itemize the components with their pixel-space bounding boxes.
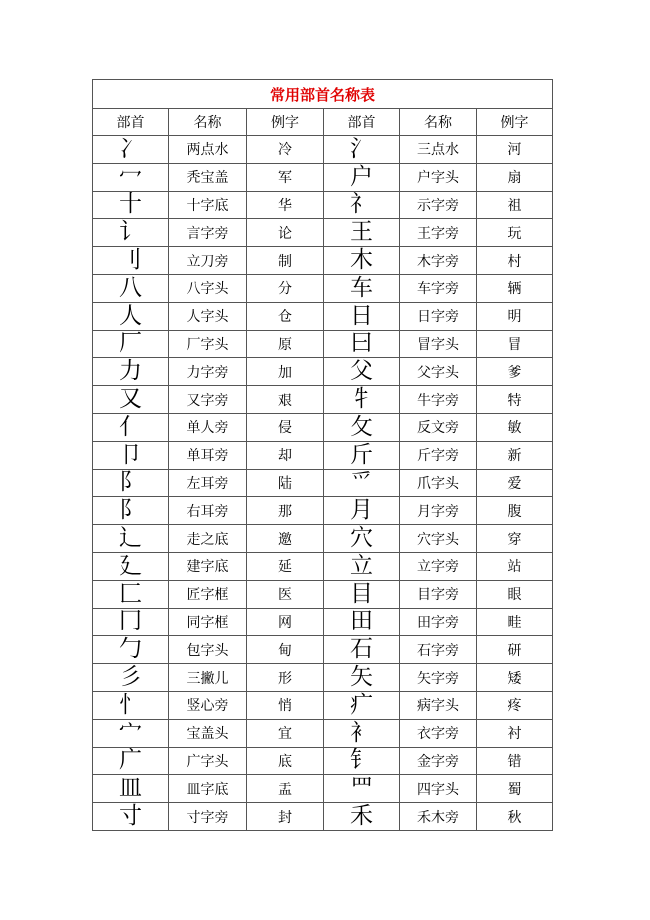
right-example-cell: 玩 — [477, 219, 553, 247]
right-name-cell: 石字旁 — [400, 636, 477, 664]
table-row — [93, 608, 553, 636]
right-radical-cell: 氵 — [324, 136, 400, 164]
right-radical-cell: 牜 — [324, 386, 400, 414]
table-row — [93, 691, 553, 719]
right-radical-cell: 石 — [324, 636, 400, 664]
table-row — [93, 441, 553, 469]
table-row — [93, 386, 553, 414]
table-row — [93, 497, 553, 525]
left-name-cell: 言字旁 — [169, 219, 247, 247]
left-radical-cell: 匚 — [93, 580, 169, 608]
right-name-cell: 车字旁 — [400, 274, 477, 302]
right-name-cell: 日字旁 — [400, 302, 477, 330]
right-example-cell: 穿 — [477, 525, 553, 553]
right-example-cell: 新 — [477, 441, 553, 469]
right-name-cell: 父字头 — [400, 358, 477, 386]
left-example-cell: 那 — [247, 497, 324, 525]
left-name-cell: 力字旁 — [169, 358, 247, 386]
right-name-cell: 冒字头 — [400, 330, 477, 358]
left-radical-cell: 彡 — [93, 664, 169, 692]
right-radical-cell: 目 — [324, 580, 400, 608]
right-radical-cell: 日 — [324, 302, 400, 330]
left-example-cell: 延 — [247, 552, 324, 580]
left-radical-cell: 寸 — [93, 803, 169, 831]
table-row — [93, 413, 553, 441]
left-radical-cell: 厂 — [93, 330, 169, 358]
right-example-cell: 爱 — [477, 469, 553, 497]
left-radical-cell: 讠 — [93, 219, 169, 247]
right-name-cell: 木字旁 — [400, 247, 477, 275]
right-name-cell: 穴字头 — [400, 525, 477, 553]
left-radical-cell: 又 — [93, 386, 169, 414]
left-example-cell: 却 — [247, 441, 324, 469]
right-example-cell: 畦 — [477, 608, 553, 636]
right-name-cell: 矢字旁 — [400, 664, 477, 692]
left-radical-cell: 八 — [93, 274, 169, 302]
left-example-cell: 网 — [247, 608, 324, 636]
right-radical-cell: 王 — [324, 219, 400, 247]
right-name-cell: 田字旁 — [400, 608, 477, 636]
column-header-name-left: 名称 — [169, 109, 247, 136]
left-example-cell: 陆 — [247, 469, 324, 497]
column-header-radical-left: 部首 — [93, 109, 169, 136]
table-row — [93, 330, 553, 358]
left-example-cell: 分 — [247, 274, 324, 302]
right-example-cell: 村 — [477, 247, 553, 275]
left-name-cell: 单人旁 — [169, 413, 247, 441]
left-example-cell: 艰 — [247, 386, 324, 414]
table-row — [93, 163, 553, 191]
left-example-cell: 医 — [247, 580, 324, 608]
left-name-cell: 秃宝盖 — [169, 163, 247, 191]
right-example-cell: 爹 — [477, 358, 553, 386]
left-radical-cell: 广 — [93, 747, 169, 775]
left-name-cell: 建字底 — [169, 552, 247, 580]
header-row — [93, 109, 553, 136]
column-header-name-right: 名称 — [400, 109, 477, 136]
right-example-cell: 特 — [477, 386, 553, 414]
right-example-cell: 河 — [477, 136, 553, 164]
right-radical-cell: 钅 — [324, 747, 400, 775]
left-name-cell: 立刀旁 — [169, 247, 247, 275]
table-title: 常用部首名称表 — [93, 80, 553, 109]
right-name-cell: 立字旁 — [400, 552, 477, 580]
right-radical-cell: 木 — [324, 247, 400, 275]
right-example-cell: 眼 — [477, 580, 553, 608]
right-name-cell: 病字头 — [400, 691, 477, 719]
left-name-cell: 宝盖头 — [169, 719, 247, 747]
right-radical-cell: 穴 — [324, 525, 400, 553]
right-radical-cell: 攵 — [324, 413, 400, 441]
table-row — [93, 302, 553, 330]
left-radical-cell: 勹 — [93, 636, 169, 664]
left-radical-cell: 廴 — [93, 552, 169, 580]
right-name-cell: 示字旁 — [400, 191, 477, 219]
right-name-cell: 牛字旁 — [400, 386, 477, 414]
table-row — [93, 219, 553, 247]
right-example-cell: 祖 — [477, 191, 553, 219]
left-example-cell: 封 — [247, 803, 324, 831]
right-example-cell: 站 — [477, 552, 553, 580]
table-row — [93, 747, 553, 775]
right-radical-cell: 户 — [324, 163, 400, 191]
left-name-cell: 三撇儿 — [169, 664, 247, 692]
right-name-cell: 禾木旁 — [400, 803, 477, 831]
left-name-cell: 又字旁 — [169, 386, 247, 414]
table-row — [93, 580, 553, 608]
left-name-cell: 十字底 — [169, 191, 247, 219]
left-radical-cell: 皿 — [93, 775, 169, 803]
right-name-cell: 爪字头 — [400, 469, 477, 497]
left-radical-cell: 十 — [93, 191, 169, 219]
right-example-cell: 冒 — [477, 330, 553, 358]
left-example-cell: 原 — [247, 330, 324, 358]
left-radical-cell: 辶 — [93, 525, 169, 553]
table-row — [93, 469, 553, 497]
right-name-cell: 三点水 — [400, 136, 477, 164]
left-radical-cell: 刂 — [93, 247, 169, 275]
right-example-cell: 研 — [477, 636, 553, 664]
left-name-cell: 广字头 — [169, 747, 247, 775]
left-example-cell: 仓 — [247, 302, 324, 330]
column-header-example-left: 例字 — [247, 109, 324, 136]
left-radical-cell: 阝 — [93, 497, 169, 525]
right-radical-cell: 衤 — [324, 719, 400, 747]
right-name-cell: 反文旁 — [400, 413, 477, 441]
right-example-cell: 扇 — [477, 163, 553, 191]
right-name-cell: 金字旁 — [400, 747, 477, 775]
left-example-cell: 底 — [247, 747, 324, 775]
left-radical-cell: 力 — [93, 358, 169, 386]
table-row — [93, 191, 553, 219]
right-example-cell: 蜀 — [477, 775, 553, 803]
right-radical-cell: 疒 — [324, 691, 400, 719]
column-header-example-right: 例字 — [477, 109, 553, 136]
title-row — [93, 80, 553, 109]
left-radical-cell: 冖 — [93, 163, 169, 191]
right-example-cell: 明 — [477, 302, 553, 330]
right-radical-cell: 田 — [324, 608, 400, 636]
left-name-cell: 左耳旁 — [169, 469, 247, 497]
right-radical-cell: 父 — [324, 358, 400, 386]
left-example-cell: 宜 — [247, 719, 324, 747]
left-example-cell: 侵 — [247, 413, 324, 441]
left-example-cell: 盂 — [247, 775, 324, 803]
left-name-cell: 八字头 — [169, 274, 247, 302]
table-row — [93, 525, 553, 553]
right-radical-cell: 斤 — [324, 441, 400, 469]
left-example-cell: 冷 — [247, 136, 324, 164]
table-row — [93, 803, 553, 831]
table-row — [93, 775, 553, 803]
left-name-cell: 两点水 — [169, 136, 247, 164]
left-name-cell: 人字头 — [169, 302, 247, 330]
left-example-cell: 论 — [247, 219, 324, 247]
right-example-cell: 疼 — [477, 691, 553, 719]
left-name-cell: 右耳旁 — [169, 497, 247, 525]
right-radical-cell: 罒 — [324, 775, 400, 803]
right-example-cell: 腹 — [477, 497, 553, 525]
left-name-cell: 匠字框 — [169, 580, 247, 608]
right-radical-cell: 矢 — [324, 664, 400, 692]
right-radical-cell: 礻 — [324, 191, 400, 219]
right-example-cell: 错 — [477, 747, 553, 775]
right-name-cell: 月字旁 — [400, 497, 477, 525]
right-radical-cell: 立 — [324, 552, 400, 580]
left-example-cell: 甸 — [247, 636, 324, 664]
left-name-cell: 单耳旁 — [169, 441, 247, 469]
left-example-cell: 制 — [247, 247, 324, 275]
table-row — [93, 552, 553, 580]
right-example-cell: 敏 — [477, 413, 553, 441]
left-name-cell: 厂字头 — [169, 330, 247, 358]
left-example-cell: 军 — [247, 163, 324, 191]
right-radical-cell: 爫 — [324, 469, 400, 497]
table-row — [93, 636, 553, 664]
left-radical-cell: 卩 — [93, 441, 169, 469]
table-row — [93, 664, 553, 692]
left-name-cell: 皿字底 — [169, 775, 247, 803]
left-name-cell: 同字框 — [169, 608, 247, 636]
table-row — [93, 247, 553, 275]
left-radical-cell: 宀 — [93, 719, 169, 747]
table-body — [93, 136, 553, 831]
left-name-cell: 竖心旁 — [169, 691, 247, 719]
table-row — [93, 274, 553, 302]
table-row — [93, 358, 553, 386]
left-radical-cell: 阝 — [93, 469, 169, 497]
left-name-cell: 包字头 — [169, 636, 247, 664]
left-example-cell: 悄 — [247, 691, 324, 719]
left-radical-cell: 冫 — [93, 136, 169, 164]
right-name-cell: 四字头 — [400, 775, 477, 803]
left-example-cell: 邀 — [247, 525, 324, 553]
right-name-cell: 户字头 — [400, 163, 477, 191]
left-example-cell: 加 — [247, 358, 324, 386]
left-radical-cell: 忄 — [93, 691, 169, 719]
left-radical-cell: 冂 — [93, 608, 169, 636]
right-example-cell: 矮 — [477, 664, 553, 692]
right-example-cell: 辆 — [477, 274, 553, 302]
left-name-cell: 寸字旁 — [169, 803, 247, 831]
table-row — [93, 136, 553, 164]
left-radical-cell: 亻 — [93, 413, 169, 441]
left-example-cell: 形 — [247, 664, 324, 692]
right-example-cell: 衬 — [477, 719, 553, 747]
right-name-cell: 斤字旁 — [400, 441, 477, 469]
left-name-cell: 走之底 — [169, 525, 247, 553]
radical-table — [92, 79, 553, 831]
right-name-cell: 衣字旁 — [400, 719, 477, 747]
table-row — [93, 719, 553, 747]
right-radical-cell: 禾 — [324, 803, 400, 831]
right-radical-cell: 车 — [324, 274, 400, 302]
right-name-cell: 王字旁 — [400, 219, 477, 247]
left-example-cell: 华 — [247, 191, 324, 219]
right-radical-cell: 月 — [324, 497, 400, 525]
column-header-radical-right: 部首 — [324, 109, 400, 136]
right-radical-cell: 曰 — [324, 330, 400, 358]
left-radical-cell: 人 — [93, 302, 169, 330]
right-name-cell: 目字旁 — [400, 580, 477, 608]
right-example-cell: 秋 — [477, 803, 553, 831]
